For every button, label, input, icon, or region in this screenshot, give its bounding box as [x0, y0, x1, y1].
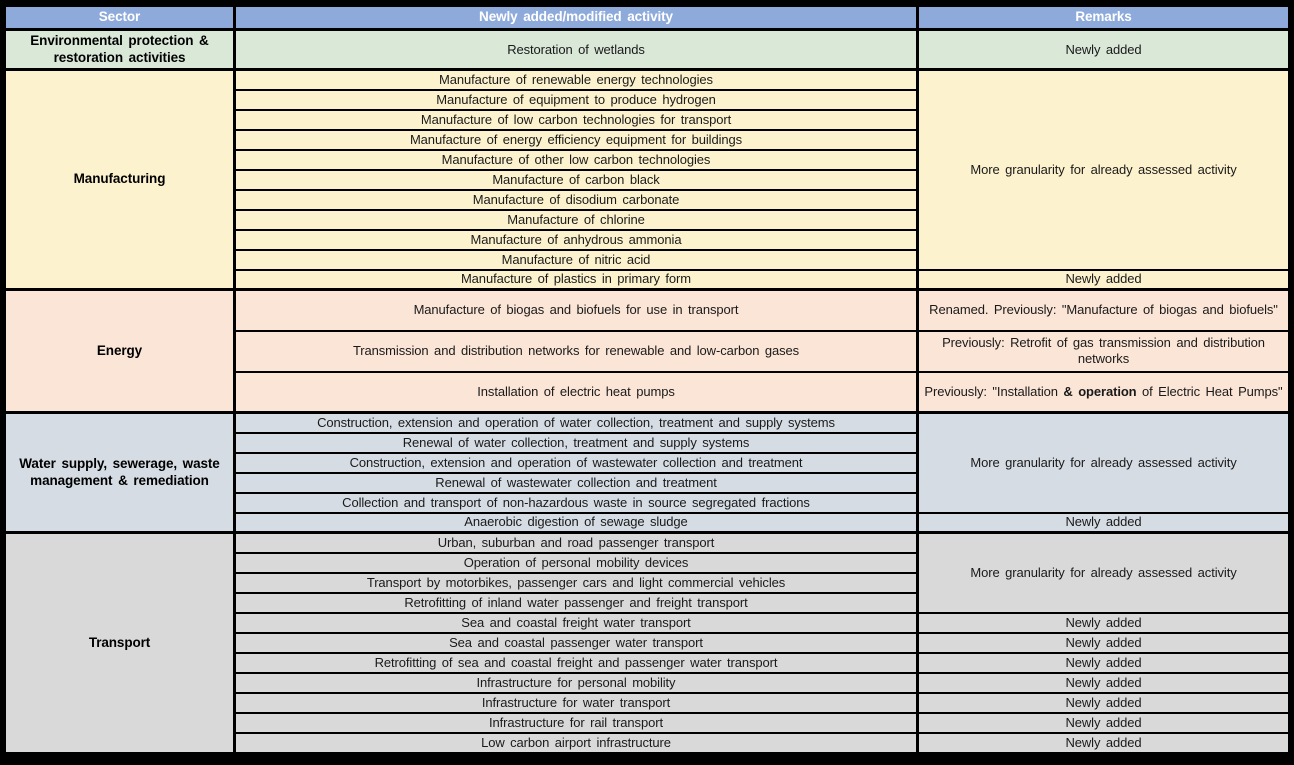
- table-row: [5, 290, 1290, 331]
- activity-cell: Retrofitting of inland water passenger and freight transport: [235, 593, 918, 613]
- remark-cell-merged: More granularity for already assessed activity: [918, 413, 1290, 513]
- table-row: [5, 70, 1290, 90]
- activity-cell: Operation of personal mobility devices: [235, 553, 918, 573]
- activity-cell: Manufacture of low carbon technologies for transport: [235, 110, 918, 130]
- remark-cell: Newly added: [918, 633, 1290, 653]
- remark-cell: Newly added: [918, 270, 1290, 290]
- remark-cell: [918, 372, 1290, 413]
- remark-cell: Newly added: [918, 673, 1290, 693]
- activity-cell: Installation of electric heat pumps: [235, 372, 918, 413]
- header-activity: Newly added/modified activity: [235, 6, 918, 30]
- activity-cell: Renewal of water collection, treatment and supply systems: [235, 433, 918, 453]
- sector-cell-manufacturing: Manufacturing: [5, 70, 235, 290]
- activity-cell: Collection and transport of non-hazardous waste in source segregated fractions: [235, 493, 918, 513]
- activity-cell: Infrastructure for water transport: [235, 693, 918, 713]
- activity-cell: Sea and coastal passenger water transport: [235, 633, 918, 653]
- activity-cell: Restoration of wetlands: [235, 30, 918, 70]
- remark-cell: Newly added: [918, 653, 1290, 673]
- remark-cell: Newly added: [918, 30, 1290, 70]
- activity-cell: Sea and coastal freight water transport: [235, 613, 918, 633]
- activity-cell: Manufacture of plastics in primary form: [235, 270, 918, 290]
- activity-cell: Manufacture of chlorine: [235, 210, 918, 230]
- activity-cell: Manufacture of equipment to produce hydrogen: [235, 90, 918, 110]
- activity-cell: Transport by motorbikes, passenger cars and light commercial vehicles: [235, 573, 918, 593]
- remark-cell: Newly added: [918, 713, 1290, 733]
- remark-cell: Newly added: [918, 613, 1290, 633]
- activity-cell: Urban, suburban and road passenger transport: [235, 533, 918, 553]
- activity-cell: Manufacture of carbon black: [235, 170, 918, 190]
- activity-cell: Transmission and distribution networks for renewable and low-carbon gases: [235, 331, 918, 372]
- activity-cell: Construction, extension and operation of wastewater collection and treatment: [235, 453, 918, 473]
- remark-cell: Newly added: [918, 733, 1290, 753]
- remark-text: of Electric Heat Pumps": [1136, 383, 1283, 399]
- activity-cell: Retrofitting of sea and coastal freight and passenger water transport: [235, 653, 918, 673]
- activity-cell: Manufacture of energy efficiency equipment for buildings: [235, 130, 918, 150]
- sector-cell-energy: Energy: [5, 290, 235, 413]
- header-row: [5, 6, 1290, 30]
- header-sector: Sector: [5, 6, 235, 30]
- activity-cell: Manufacture of biogas and biofuels for use in transport: [235, 290, 918, 331]
- activity-cell: Manufacture of disodium carbonate: [235, 190, 918, 210]
- activity-cell: Manufacture of anhydrous ammonia: [235, 230, 918, 250]
- activity-cell: Construction, extension and operation of water collection, treatment and supply systems: [235, 413, 918, 433]
- remark-cell-merged: More granularity for already assessed activity: [918, 70, 1290, 270]
- header-remarks: Remarks: [918, 6, 1290, 30]
- activity-cell: Infrastructure for personal mobility: [235, 673, 918, 693]
- remark-text: Previously: "Installation: [924, 383, 1064, 399]
- activities-table: [3, 5, 1291, 754]
- sector-cell-environmental: Environmental protection & restoration activities: [5, 30, 235, 70]
- remark-cell: Renamed. Previously: "Manufacture of biogas and biofuels": [918, 290, 1290, 331]
- table-row: [5, 30, 1290, 70]
- remark-cell-merged: More granularity for already assessed activity: [918, 533, 1290, 613]
- activity-cell: Infrastructure for rail transport: [235, 713, 918, 733]
- activity-cell: Renewal of wastewater collection and treatment: [235, 473, 918, 493]
- activity-cell: Manufacture of nitric acid: [235, 250, 918, 270]
- activity-cell: Low carbon airport infrastructure: [235, 733, 918, 753]
- remark-cell: Newly added: [918, 513, 1290, 533]
- activity-cell: Anaerobic digestion of sewage sludge: [235, 513, 918, 533]
- table-header: [5, 6, 1290, 30]
- activity-cell: Manufacture of renewable energy technologies: [235, 70, 918, 90]
- sector-cell-water: Water supply, sewerage, waste management & remediation: [5, 413, 235, 533]
- remark-cell: Previously: Retrofit of gas transmission and distribution networks: [918, 331, 1290, 372]
- remark-cell: Newly added: [918, 693, 1290, 713]
- sector-cell-transport: Transport: [5, 533, 235, 753]
- table-row: [5, 533, 1290, 553]
- activity-cell: Manufacture of other low carbon technologies: [235, 150, 918, 170]
- remark-text-bold: & operation: [1063, 383, 1137, 399]
- table-row: [5, 413, 1290, 433]
